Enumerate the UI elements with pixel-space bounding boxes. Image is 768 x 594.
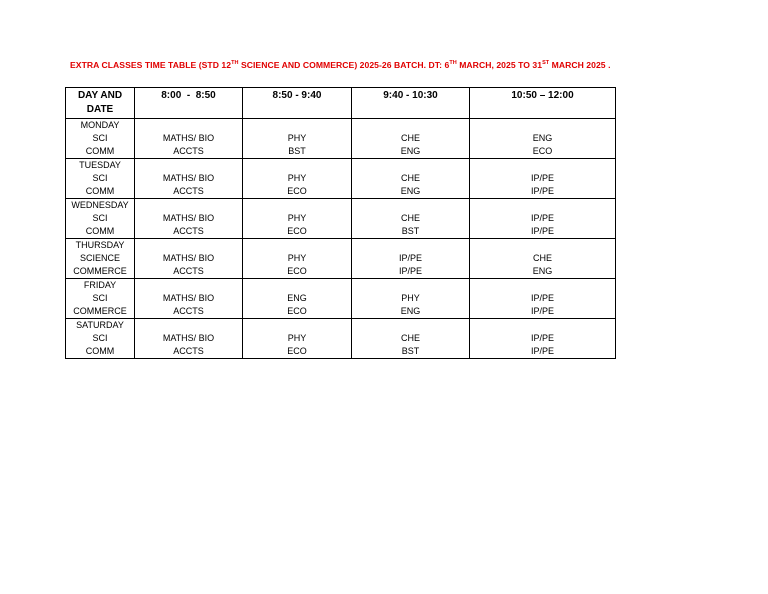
day-cell-line: COMMERCE — [73, 266, 127, 276]
day-cell-line: SCI — [92, 293, 108, 303]
subject-sci: PHY — [287, 213, 307, 223]
subject-cell — [243, 159, 352, 199]
subject-comm: ECO — [287, 266, 307, 276]
subject-comm: IP/PE — [398, 266, 422, 276]
subject-comm: ECO — [532, 146, 553, 156]
table-row — [66, 159, 616, 199]
day-cell-line: COMMERCE — [73, 306, 127, 316]
subject-comm: BST — [401, 226, 420, 236]
header-slot-2: 8:50 - 9:40 — [243, 88, 352, 119]
subject-cell — [243, 199, 352, 239]
title-part-4: MARCH 2025 . — [549, 60, 611, 70]
day-cell-line: COMM — [85, 146, 115, 156]
day-cell-line: COMM — [85, 186, 115, 196]
subject-comm: BST — [401, 346, 420, 356]
subject-cell — [135, 199, 243, 239]
subject-cell — [352, 119, 470, 159]
subject-sci: MATHS/ BIO — [162, 213, 215, 223]
subject-cell — [243, 279, 352, 319]
subject-sci: CHE — [400, 213, 420, 223]
timetable-body — [66, 119, 616, 359]
day-cell — [66, 239, 135, 279]
title-sup-3: ST — [542, 60, 550, 66]
day-cell-line: SCI — [92, 213, 108, 223]
subject-sci: IP/PE — [530, 333, 554, 343]
subject-cell — [470, 159, 616, 199]
subject-comm: IP/PE — [530, 306, 554, 316]
day-cell — [66, 119, 135, 159]
subject-comm: IP/PE — [530, 346, 554, 356]
subject-sci: PHY — [287, 173, 307, 183]
title-part-1: EXTRA CLASSES TIME TABLE (STD 12 — [70, 60, 232, 70]
day-cell-line: SCI — [92, 173, 108, 183]
header-row — [66, 88, 616, 119]
subject-comm: ENG — [400, 146, 421, 156]
subject-comm: ENG — [400, 186, 421, 196]
day-cell — [66, 279, 135, 319]
subject-comm: ACCTS — [173, 226, 204, 236]
table-row — [66, 239, 616, 279]
subject-cell — [352, 319, 470, 359]
table-row — [66, 199, 616, 239]
day-cell-line: SATURDAY — [76, 320, 124, 330]
subject-sci: MATHS/ BIO — [162, 253, 215, 263]
subject-comm: ACCTS — [173, 146, 204, 156]
subject-comm: ACCTS — [173, 266, 204, 276]
day-cell-line: SCI — [92, 333, 108, 343]
subject-sci: CHE — [400, 173, 420, 183]
subject-comm: ECO — [287, 186, 307, 196]
subject-sci: MATHS/ BIO — [162, 293, 215, 303]
subject-sci: ENG — [532, 133, 553, 143]
subject-cell — [470, 319, 616, 359]
title-part-2: SCIENCE AND COMMERCE) 2025-26 BATCH. DT: 6 — [238, 60, 450, 70]
subject-sci: IP/PE — [398, 253, 422, 263]
table-row — [66, 119, 616, 159]
subject-cell — [243, 239, 352, 279]
subject-comm: IP/PE — [530, 226, 554, 236]
timetable — [65, 87, 616, 359]
subject-sci: PHY — [401, 293, 420, 303]
day-cell-line: COMM — [85, 346, 115, 356]
subject-cell — [243, 119, 352, 159]
subject-cell — [135, 119, 243, 159]
title-part-3: MARCH, 2025 TO 31 — [456, 60, 543, 70]
subject-sci: MATHS/ BIO — [162, 173, 215, 183]
day-cell-line: MONDAY — [80, 120, 120, 130]
subject-cell — [470, 119, 616, 159]
subject-sci: PHY — [287, 253, 307, 263]
header-day-and-date — [66, 88, 135, 119]
subject-sci: MATHS/ BIO — [162, 133, 215, 143]
subject-cell — [470, 239, 616, 279]
subject-comm: ENG — [532, 266, 553, 276]
header-slot-4: 10:50 – 12:00 — [470, 88, 616, 119]
subject-cell — [135, 239, 243, 279]
subject-comm: ECO — [287, 306, 307, 316]
subject-comm: BST — [288, 146, 306, 156]
subject-cell — [352, 159, 470, 199]
title-sup-1: TH — [231, 60, 239, 66]
subject-sci: CHE — [532, 253, 552, 263]
subject-sci: IP/PE — [530, 173, 554, 183]
day-cell-line: FRIDAY — [83, 280, 117, 290]
subject-cell — [243, 319, 352, 359]
subject-sci: ENG — [287, 293, 307, 303]
table-row — [66, 319, 616, 359]
subject-sci: PHY — [287, 133, 307, 143]
header-slot-1: 8:00 - 8:50 — [135, 88, 243, 119]
subject-cell — [135, 159, 243, 199]
header-day-line-1: DAY AND — [77, 90, 123, 101]
subject-cell — [470, 199, 616, 239]
subject-sci: CHE — [400, 133, 420, 143]
subject-comm: ECO — [287, 346, 307, 356]
page-title — [70, 60, 611, 70]
day-cell — [66, 319, 135, 359]
table-row — [66, 279, 616, 319]
subject-comm: ACCTS — [173, 306, 204, 316]
subject-sci: IP/PE — [530, 293, 554, 303]
subject-sci: MATHS/ BIO — [162, 333, 215, 343]
subject-sci: PHY — [287, 333, 307, 343]
day-cell-line: WEDNESDAY — [71, 200, 129, 210]
day-cell-line: THURSDAY — [75, 240, 125, 250]
subject-comm: ACCTS — [173, 346, 204, 356]
title-sup-2: TH — [449, 60, 457, 66]
day-cell-line: SCI — [92, 133, 108, 143]
subject-cell — [135, 279, 243, 319]
subject-cell — [135, 319, 243, 359]
subject-cell — [470, 279, 616, 319]
subject-comm: IP/PE — [530, 186, 554, 196]
header-slot-3: 9:40 - 10:30 — [352, 88, 470, 119]
subject-comm: ENG — [400, 306, 421, 316]
subject-comm: ACCTS — [173, 186, 204, 196]
day-cell-line: TUESDAY — [79, 160, 121, 170]
subject-cell — [352, 239, 470, 279]
subject-cell — [352, 199, 470, 239]
day-cell-line: SCIENCE — [79, 253, 120, 263]
subject-comm: ECO — [287, 226, 307, 236]
day-cell-line: COMM — [85, 226, 115, 236]
subject-sci: CHE — [400, 333, 420, 343]
header-day-line-2: DATE — [86, 104, 114, 115]
day-cell — [66, 199, 135, 239]
subject-cell — [352, 279, 470, 319]
subject-sci: IP/PE — [530, 213, 554, 223]
day-cell — [66, 159, 135, 199]
